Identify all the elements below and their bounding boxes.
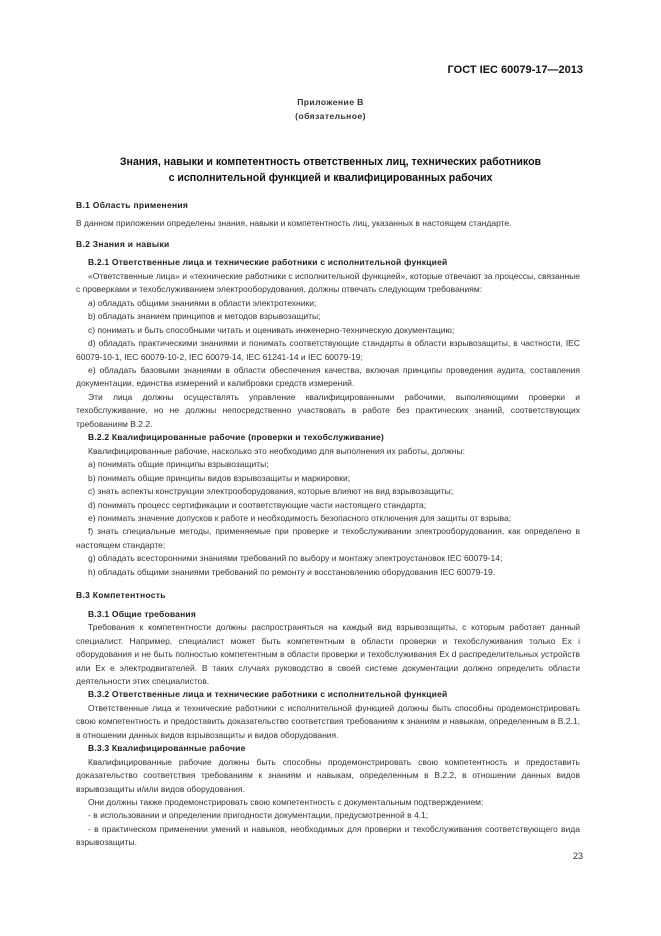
list-item: e) обладать базовыми знаниями в области обеспечения качества, включая принципы проведения аудита, составления документации, единства измерений и калибровки средств измерений.	[76, 364, 580, 389]
list-item: - в использовании и определении пригодности документации, предусмотренной в 4.1;	[88, 810, 429, 821]
title-line-1: Знания, навыки и компетентность ответственных лиц, технических работников	[119, 156, 542, 168]
paragraph: Они должны также продемонстрировать свою компетентность с документальным подтверждением:	[88, 797, 484, 808]
annex-heading	[0, 95, 661, 123]
paragraph: В данном приложении определены знания, навыки и компетентность лиц, указанных в настоящем стандарте.	[76, 218, 512, 229]
page-title	[0, 154, 661, 186]
paragraph: Ответственные лица и технические работники с исполнительной функцией должны быть способны продемонстрировать свою компетентность и предоставить доказательство соответствия требованиям к знаниям и навыкам, определенным в В.2.1, в отношении данных видов взрывозащиты и видов оборудования.	[76, 702, 580, 740]
paragraph: Требования к компетентности должны распространяться на каждый вид взрывозащиты, с которым работает данный специалист. Например, специалист может быть компетентным в области проверки и техобслуживания только Ex i оборудования и не быть полностью компетентным в области проверки и техобслуживания Ex d распределительных устройств или Ex e электродвигателей. В таких случаях руководство в своей системе документации должно определить области деятельности этих специалистов.	[76, 622, 580, 686]
list-item: - в практическом применении умений и навыков, необходимых для проверки и техобслуживания соответствующего вида взрывозащиты.	[76, 823, 580, 848]
list-item: a) понимать общие принципы взрывозащиты;	[88, 459, 269, 470]
list-item: d) обладать практическими знаниями и понимать соответствующие стандарты в области взрывозащиты, в частности, IEC 60079-10-1, IEC 60079-10-2, IEC 60079-14, IEC 61241-14 и IEC 60079-19;	[76, 338, 580, 362]
annex-status: (обязательное)	[295, 111, 366, 121]
list-item: b) понимать общие принципы видов взрывозащиты и маркировки;	[88, 472, 351, 483]
title-line-2: с исполнительной функцией и квалифицированных рабочих	[168, 172, 493, 184]
section-heading-b2: В.2 Знания и навыки	[76, 238, 170, 249]
subsection-heading-b21: В.2.1 Ответственные лица и технические работники с исполнительной функцией	[88, 257, 448, 268]
page-number: 23	[572, 851, 583, 861]
list-item: b) обладать знанием принципов и методов взрывозащиты;	[88, 311, 321, 322]
subsection-heading-b31: В.3.1 Общие требования	[88, 608, 196, 619]
list-item: a) обладать общими знаниями в области электротехники;	[88, 297, 317, 308]
list-item: e) понимать значение допусков к работе и необходимость безопасного отключения для защиты от взрыва;	[88, 512, 512, 523]
list-item: c) понимать и быть способными читать и оценивать инженерно-техническую документацию;	[88, 324, 455, 335]
annex-label: Приложение В	[297, 97, 364, 107]
section-heading-b1: В.1 Область применения	[76, 200, 189, 210]
subsection-heading-b33: В.3.3 Квалифицированные рабочие	[88, 743, 246, 754]
list-item: d) понимать процесс сертификации и соответствующие части настоящего стандарта;	[88, 499, 427, 510]
paragraph: «Ответственные лица» и «технические работники с исполнительной функцией», которые отвечают за процессы, связанные с проверками и техобслуживанием электрооборудования, должны отвечать следующим требованиям:	[76, 270, 580, 295]
section-heading-b3: В.3 Компетентность	[76, 590, 166, 601]
subsection-heading-b32: В.3.2 Ответственные лица и технические работники с исполнительной функцией	[88, 689, 448, 700]
list-item: c) знать аспекты конструкции электрооборудования, которые влияют на вид взрывозащиты;	[88, 486, 454, 497]
paragraph: Квалифицированные рабочие должны быть способны продемонстрировать свою компетентность и предоставить доказательство соответствия требованиям к знаниям и навыкам, определенным в В.2.2, в отношении данных видов взрывозащиты и/или видов оборудования.	[76, 756, 580, 794]
list-item: h) обладать общими знаниями требований по ремонту и восстановлению оборудования IEC 60079-19.	[88, 566, 496, 577]
paragraph: Квалифицированные рабочие, насколько это необходимо для выполнения их работы, должны:	[88, 445, 465, 456]
list-item: f) знать специальные методы, применяемые при проверке и техобслуживании электрооборудования, как определено в настоящем стандарте;	[76, 526, 580, 550]
document-body	[76, 199, 580, 850]
document-standard-header: ГОСТ IEC 60079-17—2013	[447, 64, 583, 76]
list-item: g) обладать всесторонними знаниями требований по выбору и монтажу электроустановок IEC 60079-14;	[88, 553, 503, 564]
subsection-heading-b22: В.2.2 Квалифицированные рабочие (проверки и техобслуживание)	[88, 432, 384, 443]
paragraph: Эти лица должны осуществлять управление квалифицированными рабочими, выполняющими проверки и техобслуживание, но не должны непосредственно участвовать в работе без практических знаний, соответствующих требованиям В.2.2.	[76, 391, 580, 429]
